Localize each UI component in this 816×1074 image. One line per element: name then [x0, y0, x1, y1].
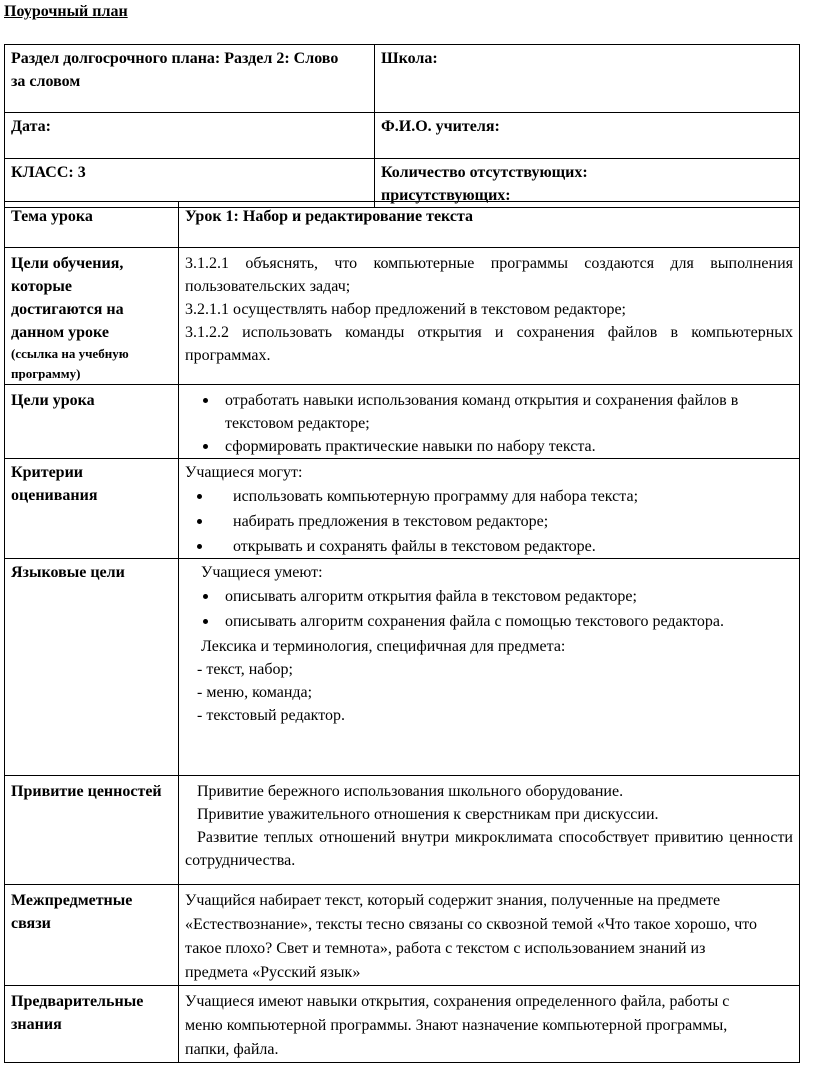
language-row — [5, 559, 800, 776]
crossover-label: Межпредметные связи — [5, 885, 179, 986]
values-row — [5, 776, 800, 885]
goals-list — [185, 389, 793, 458]
language-intro: Учащиеся умеют: — [201, 564, 323, 581]
crossover-text: Учащийся набирает текст, который содержит знания, полученные на предмете «Естествознание», тексты тесно связаны со сквозной темой «Что такое хорошо, что такое плохо? Свет и темнота», работа с текстом с использованием знаний из предмета «Русский язык» — [179, 885, 800, 986]
language-item: описывать алгоритм сохранения файла с помощью текстового редактора. — [225, 610, 793, 633]
topic-label: Тема урока — [5, 202, 179, 248]
section-cell — [5, 45, 375, 113]
topic-value: Урок 1: Набор и редактирование текста — [179, 202, 800, 248]
objective-item: 3.1.2.1 объяснять, что компьютерные программы создаются для выполнения пользовательских задач; — [185, 255, 793, 295]
objectives-value — [179, 248, 800, 385]
criteria-list — [185, 484, 793, 558]
lesson-plan-table — [4, 201, 800, 1063]
values-line: Привитие бережного использования школьного оборудование. — [197, 783, 624, 800]
crossover-row — [5, 885, 800, 986]
date-cell — [5, 113, 375, 159]
objectives-note: (ссылка на учебную программу) — [11, 346, 129, 381]
header-table — [4, 44, 800, 208]
topic-row — [5, 202, 800, 248]
vocab-intro: Лексика и терминология, специфичная для предмета: — [201, 638, 566, 655]
criteria-item: открывать и сохранять файлы в текстовом редакторе. — [233, 535, 793, 558]
objectives-label: Цели обучения, которые достигаются на данном уроке — [11, 255, 124, 341]
goals-label: Цели урока — [5, 385, 179, 459]
objective-item: 3.2.1.1 осуществлять набор предложений в текстовом редакторе; — [185, 301, 626, 318]
language-list — [185, 584, 793, 633]
criteria-label: Критерии оценивания — [5, 459, 179, 559]
vocab-item: - меню, команда; — [197, 684, 313, 701]
objectives-row — [5, 248, 800, 385]
criteria-intro: Учащиеся могут: — [185, 464, 303, 481]
prior-text: Учащиеся имеют навыки открытия, сохранения определенного файла, работы с меню компьютерной программы. Знают назначение компьютерной программы, папки, файла. — [179, 986, 800, 1063]
language-label: Языковые цели — [5, 559, 179, 776]
section-label: Раздел долгосрочного плана: Раздел 2: Слово за словом — [11, 50, 339, 90]
vocab-item: - текстовый редактор. — [197, 707, 346, 724]
criteria-item: набирать предложения в текстовом редакторе; — [233, 510, 793, 533]
goal-item: сформировать практические навыки по набору текста. — [225, 435, 793, 458]
vocab-item: - текст, набор; — [197, 661, 293, 678]
values-line: Развитие теплых отношений внутри микроклимата способствует привитию ценности сотрудничества. — [185, 829, 793, 869]
goal-item: отработать навыки использования команд открытия и сохранения файлов в текстовом редакторе; — [225, 389, 793, 435]
prior-row — [5, 986, 800, 1063]
prior-label: Предварительные знания — [5, 986, 179, 1063]
class-label: КЛАСС: 3 — [11, 164, 86, 181]
criteria-item: использовать компьютерную программу для набора текста; — [233, 485, 793, 508]
school-cell — [375, 45, 800, 113]
school-label: Школа: — [381, 50, 438, 67]
attendance-label: Количество отсутствующих: присутствующих: — [381, 164, 588, 204]
teacher-cell — [375, 113, 800, 159]
goals-row — [5, 385, 800, 459]
values-label: Привитие ценностей — [5, 776, 179, 885]
language-item: описывать алгоритм открытия файла в текстовом редакторе; — [225, 585, 793, 608]
document-title: Поурочный план — [4, 3, 128, 20]
objective-item: 3.1.2.2 использовать команды открытия и сохранения файлов в компьютерных программах. — [185, 324, 793, 364]
values-line: Привитие уважительного отношения к сверстникам при дискуссии. — [197, 806, 659, 823]
criteria-row — [5, 459, 800, 559]
teacher-label: Ф.И.О. учителя: — [381, 118, 500, 135]
date-label: Дата: — [11, 118, 51, 135]
